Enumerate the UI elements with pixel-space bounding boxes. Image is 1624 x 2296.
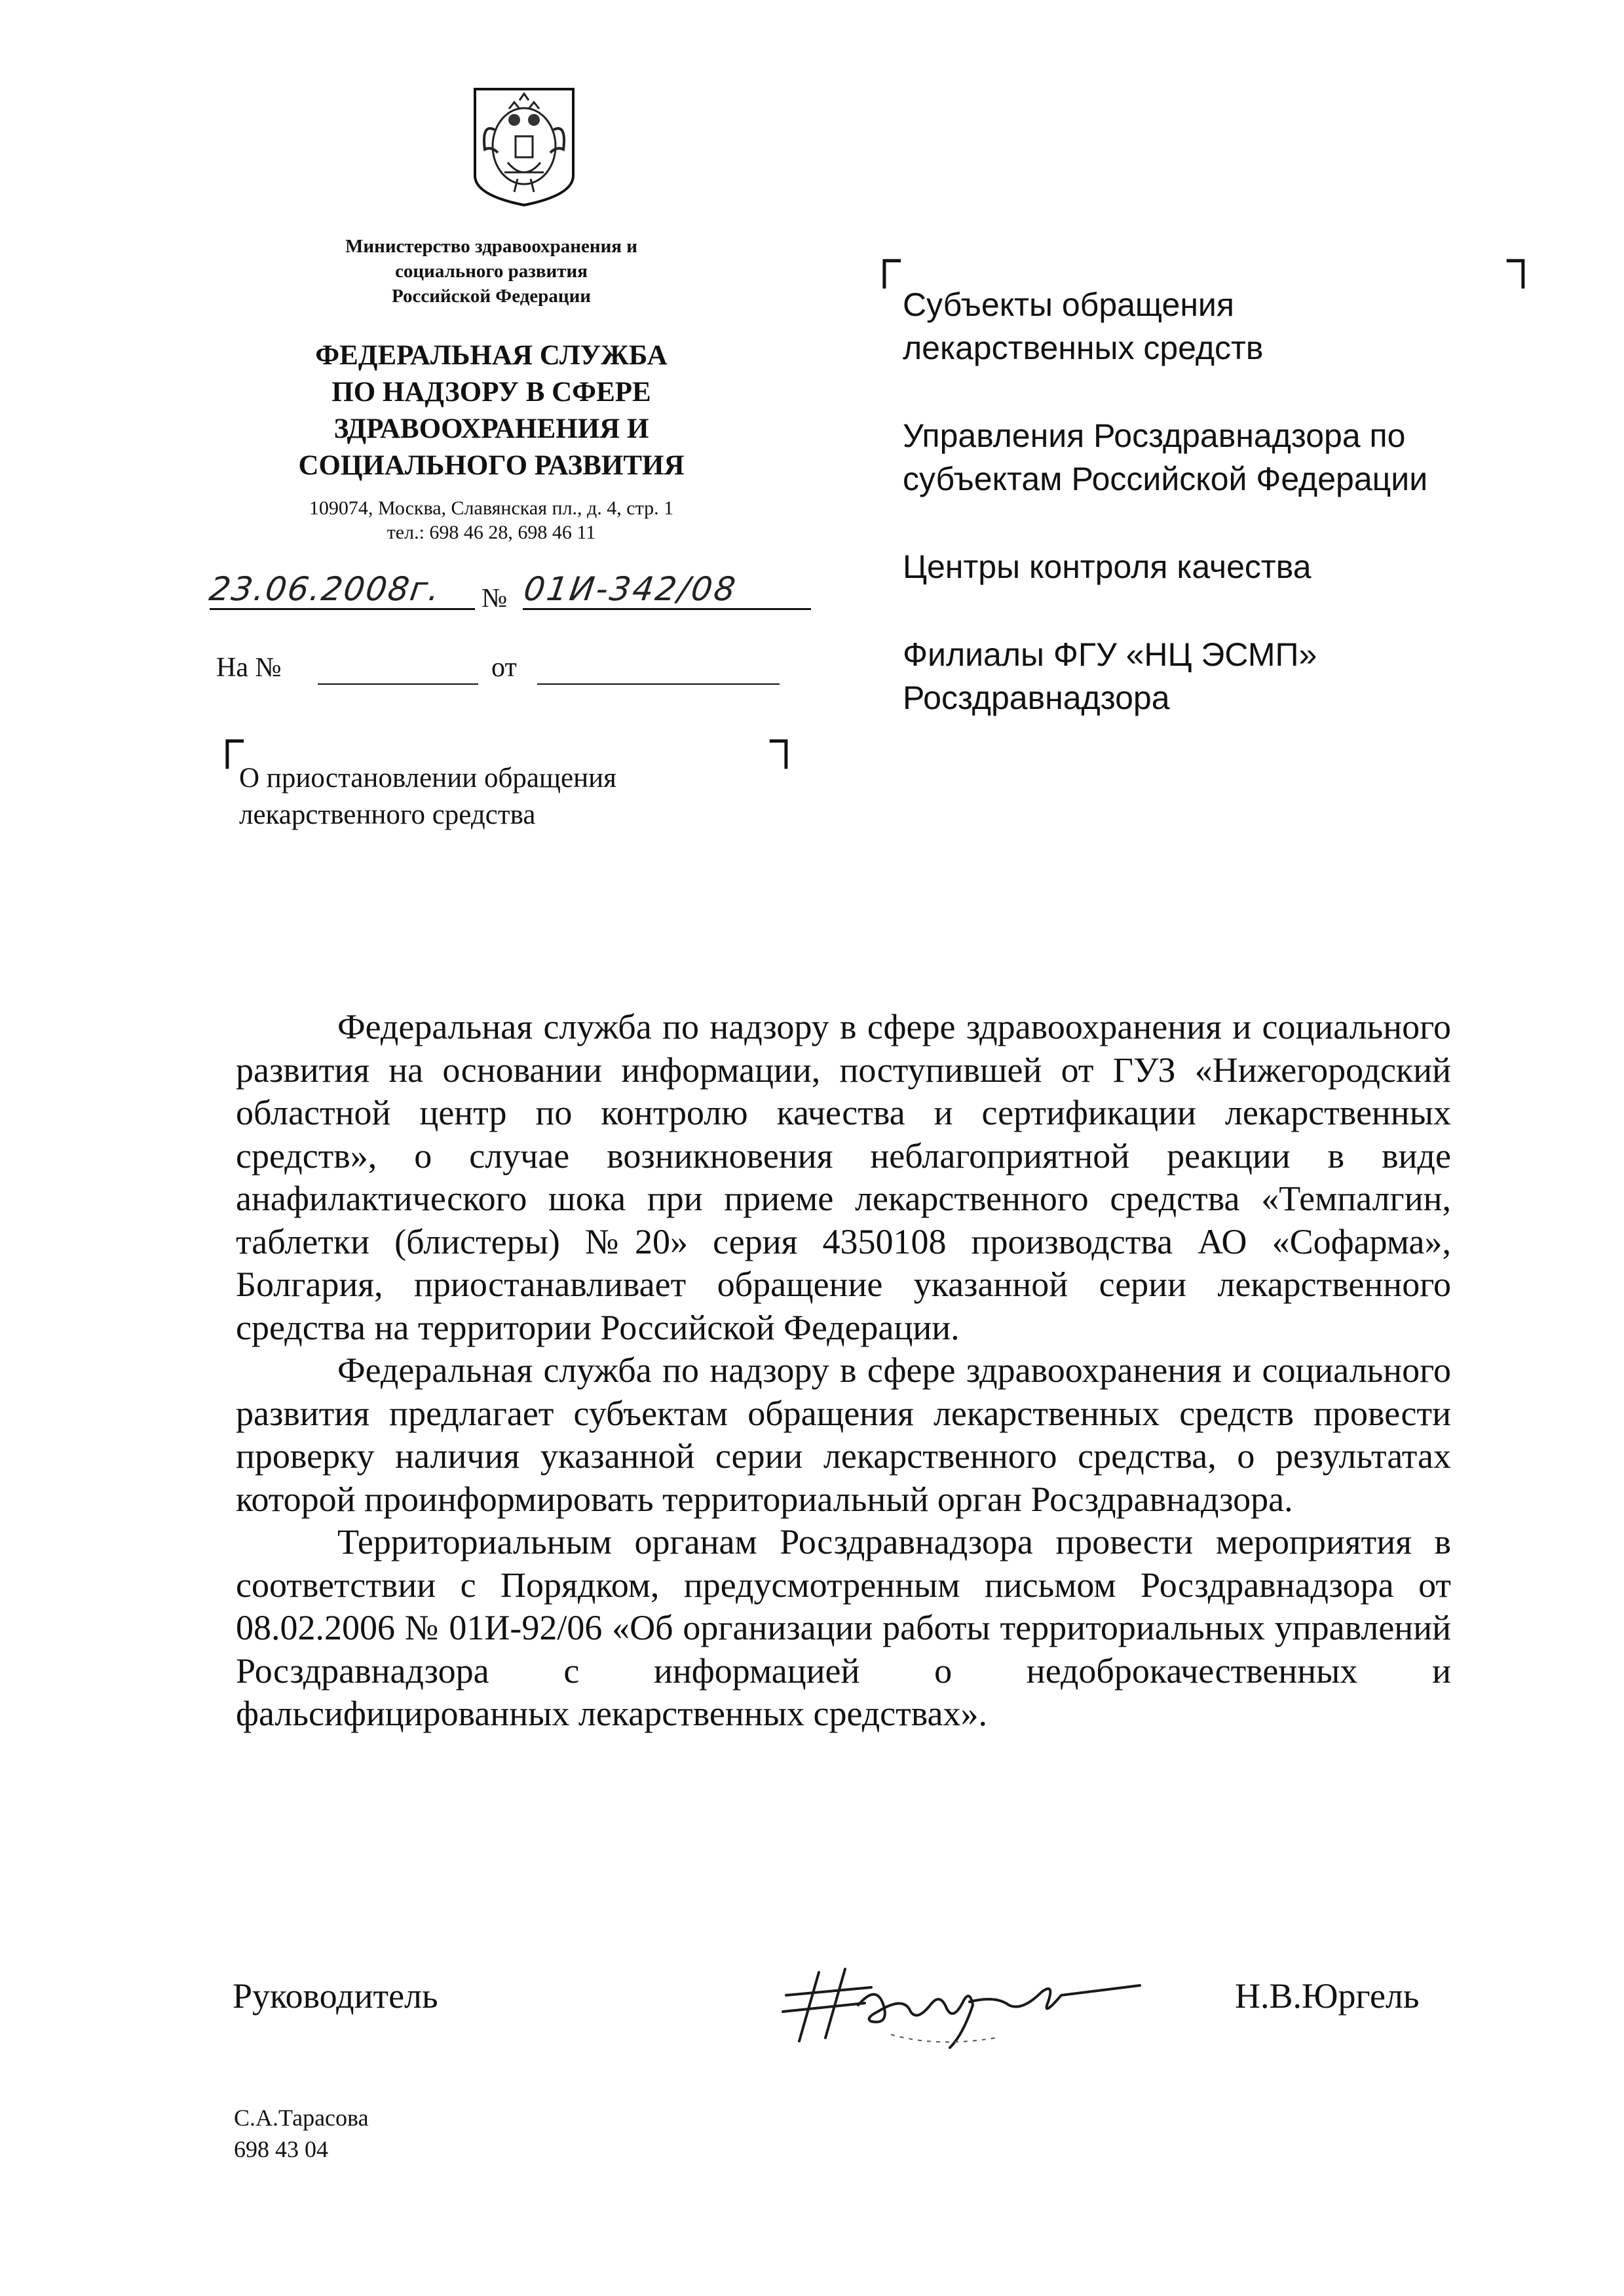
ministry-name: Министерство здравоохранения и социального развития Российской Федерации <box>345 236 637 307</box>
letter-subject: О приостановлении обращения лекарственного средства <box>239 763 616 830</box>
reference-line <box>216 652 786 691</box>
signatory-title: Руководитель <box>233 1976 438 2016</box>
recipient-group: Субъекты обращения лекарственных средств <box>903 286 1264 366</box>
handwritten-signature <box>773 1956 1153 2054</box>
body-paragraph: Территориальным органам Росздравнадзора провести мероприятия в соответствии с Порядком, предусмотренным письмом Росздравнадзора от 08.02.2006 № 01И-92/06 «Об организации работы территориальных управлений Росздравнадзора с информацией о недоброкачественных и фальсифицированных лекарственных средствах». <box>236 1522 1451 1733</box>
agency-name: ФЕДЕРАЛЬНАЯ СЛУЖБА ПО НАДЗОРУ В СФЕРЕ ЗДРАВООХРАНЕНИЯ И СОЦИАЛЬНОГО РАЗВИТИЯ <box>298 340 685 481</box>
registration-date: 23.06.2008г. <box>206 570 444 608</box>
body-paragraph: Федеральная служба по надзору в сфере здравоохранения и социального развития предлагает субъектам обращения лекарственных средств провести проверку наличия указанной серии лекарственного средства, о результатах которой проинформировать территориальный орган Росздравнадзора. <box>236 1350 1451 1519</box>
reference-label: На № <box>216 653 282 683</box>
recipient-group: Центры контроля качества <box>903 548 1312 585</box>
letter-body <box>236 1006 1451 1736</box>
reference-from-label: от <box>491 653 517 683</box>
address-bracket-right: ┐ <box>1507 232 1539 286</box>
recipient-group: Управления Росздравнадзора по субъектам Российской Федерации <box>903 417 1428 497</box>
executor-phone: 698 43 04 <box>234 2136 328 2162</box>
coat-of-arms-icon <box>468 84 580 208</box>
subject-bracket-left: ┌ <box>211 712 244 766</box>
executor-info <box>234 2102 369 2165</box>
registration-line <box>206 570 819 616</box>
reference-from-blank <box>537 683 780 685</box>
recipient-group: Филиалы ФГУ «НЦ ЭСМП» Росздравнадзора <box>903 636 1317 716</box>
number-label: № <box>482 583 508 613</box>
agency-address: 109074, Москва, Славянская пл., д. 4, стр. 1 тел.: 698 46 28, 698 46 11 <box>309 497 674 543</box>
subject-bracket-right: ┐ <box>770 712 803 766</box>
executor-name: С.А.Тарасова <box>234 2105 369 2131</box>
recipients-block <box>903 283 1558 764</box>
registration-number: 01И-342/08 <box>521 570 740 608</box>
body-paragraph: Федеральная служба по надзору в сфере здравоохранения и социального развития на основании информации, поступившей от ГУЗ «Нижегородский областной центр по контролю качества и сертификации лекарственных средств», о случае возникновения неблагоприятной реакции в виде анафилактического шока при приеме лекарственного средства «Темпалгин, таблетки (блистеры) №20» серия 4350108 производства АО «Софарма», Болгария, приостанавливает обращение указанной серии лекарственного средства на территории Российской Федерации. <box>236 1007 1451 1347</box>
address-bracket-left: ┌ <box>868 232 901 286</box>
date-underline <box>210 608 475 610</box>
signatory-name: Н.В.Юргель <box>1235 1976 1420 2016</box>
number-underline <box>523 608 811 610</box>
reference-blank <box>318 683 478 685</box>
